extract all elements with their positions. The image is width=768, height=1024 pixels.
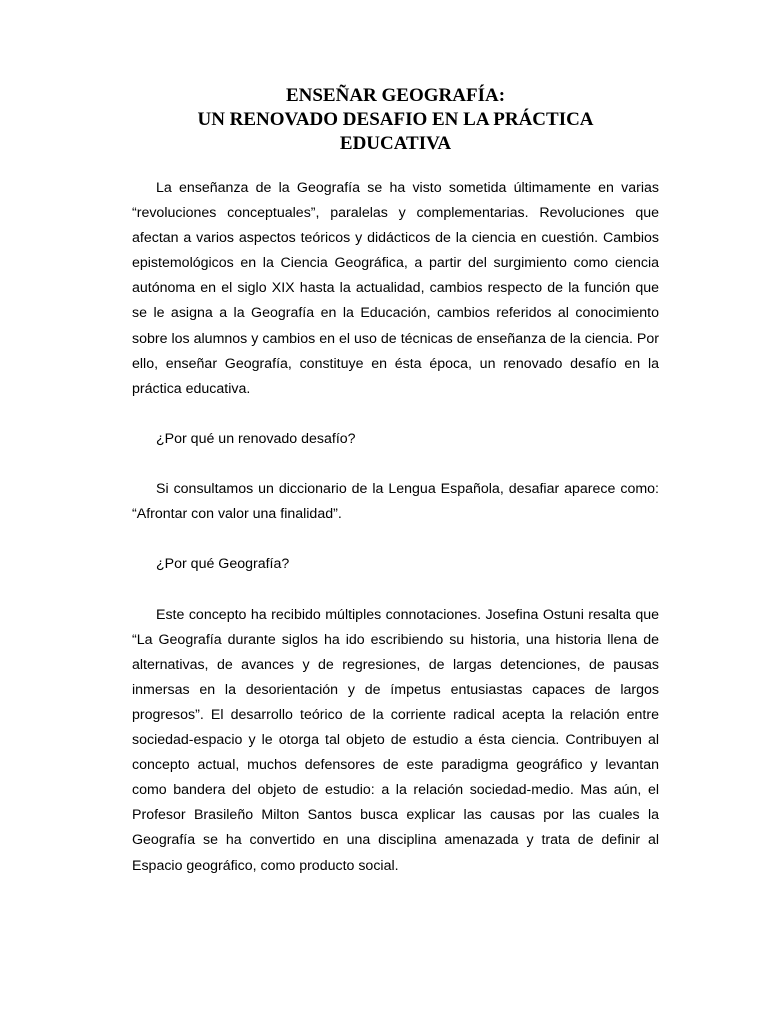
title-line-2: UN RENOVADO DESAFIO EN LA PRÁCTICA [197, 109, 594, 130]
title-line-1: ENSEÑAR GEOGRAFÍA: [285, 85, 506, 106]
question-por-que-geografia: ¿Por qué Geografía? [156, 556, 290, 573]
document-title [132, 84, 659, 156]
paragraph-definicion-desafiar: Si consultamos un diccionario de la Lengua Española, desafiar aparece como: “Afrontar con valor una finalidad”. [132, 481, 659, 523]
document-body [132, 176, 659, 879]
title-line-3: EDUCATIVA [339, 133, 452, 154]
question-renovado-desafio: ¿Por qué un renovado desafío? [156, 430, 356, 447]
paragraph-intro: La enseñanza de la Geografía se ha visto sometida últimamente en varias “revoluciones conceptuales”, paralelas y complementarias. Revoluciones que afectan a varios aspectos teóricos y didácticos de la ciencia en cuestión. Cambios epistemológicos en la Ciencia Geográfica, a partir del surgimiento como ciencia autónoma en el siglo XIX hasta la actualidad, cambios respecto de la función que se le asigna a la Geografía en la Educación, cambios referidos al conocimiento sobre los alumnos y cambios en el uso de técnicas de enseñanza de la ciencia. Por ello, enseñar Geografía, constituye en ésta época, un renovado desafío en la práctica educativa. [132, 180, 659, 397]
paragraph-concepto-geografia: Este concepto ha recibido múltiples connotaciones. Josefina Ostuni resalta que “La Geografía durante siglos ha ido escribiendo su historia, una historia llena de alternativas, de avances y de regresiones, de largas detenciones, de pausas inmersas en la desorientación y de ímpetus entusiastas capaces de largos progresos”. El desarrollo teórico de la corriente radical acepta la relación entre sociedad-espacio y le otorga tal objeto de estudio a ésta ciencia. Contribuyen al concepto actual, muchos defensores de este paradigma geográfico y levantan como bandera del objeto de estudio: a la relación sociedad-medio. Mas aún, el Profesor Brasileño Milton Santos busca explicar las causas por las cuales la Geografía se ha convertido en una disciplina amenazada y trata de definir al Espacio geográfico, como producto social. [132, 606, 659, 874]
